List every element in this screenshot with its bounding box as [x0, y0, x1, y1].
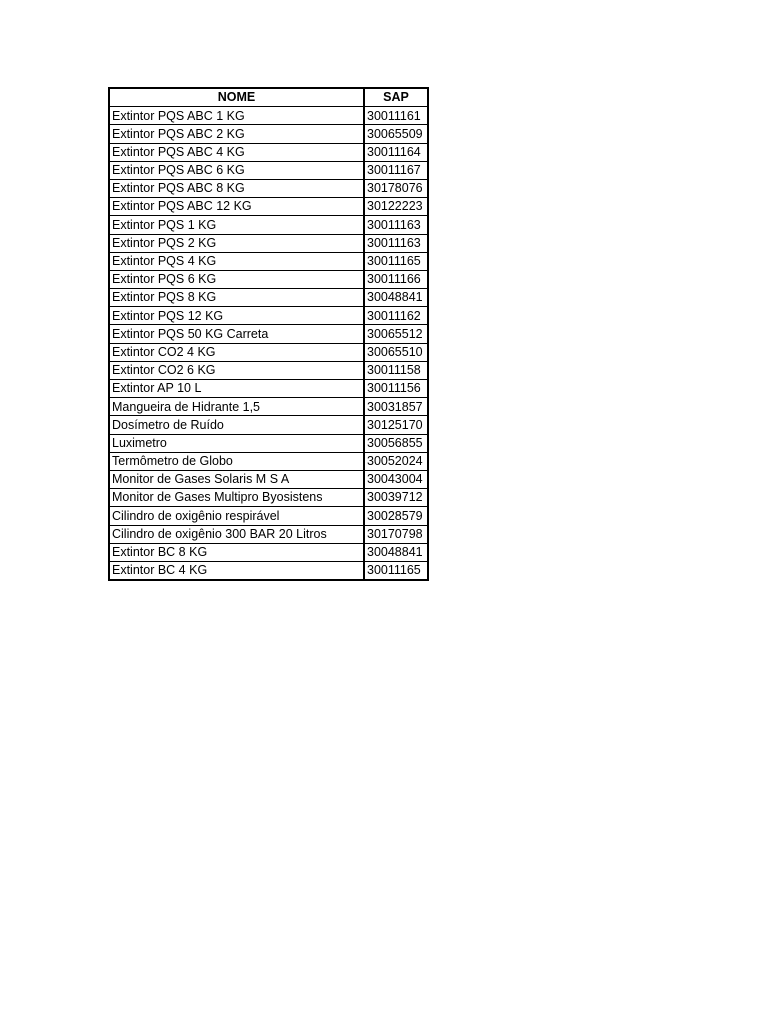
cell-sap: 30011167: [364, 161, 428, 179]
spreadsheet-page: [108, 87, 429, 581]
column-header-nome: NOME: [109, 88, 364, 107]
cell-sap: 30065509: [364, 125, 428, 143]
table-row: [109, 398, 428, 416]
cell-sap: 30056855: [364, 434, 428, 452]
table-body: [109, 107, 428, 580]
table-row: [109, 143, 428, 161]
table-row: [109, 380, 428, 398]
cell-nome: Extintor PQS 4 KG: [109, 252, 364, 270]
cell-nome: Extintor PQS 6 KG: [109, 270, 364, 288]
table-row: [109, 289, 428, 307]
cell-nome: Cilindro de oxigênio 300 BAR 20 Litros: [109, 525, 364, 543]
cell-nome: Monitor de Gases Multipro Byosistens: [109, 489, 364, 507]
table-row: [109, 198, 428, 216]
table-row: [109, 561, 428, 580]
column-header-sap: SAP: [364, 88, 428, 107]
cell-sap: 30011164: [364, 143, 428, 161]
cell-sap: 30028579: [364, 507, 428, 525]
cell-sap: 30043004: [364, 470, 428, 488]
table-row: [109, 470, 428, 488]
cell-sap: 30039712: [364, 489, 428, 507]
cell-sap: 30011156: [364, 380, 428, 398]
cell-sap: 30125170: [364, 416, 428, 434]
table-row: [109, 489, 428, 507]
cell-nome: Luximetro: [109, 434, 364, 452]
cell-nome: Extintor PQS ABC 4 KG: [109, 143, 364, 161]
table-row: [109, 525, 428, 543]
cell-nome: Extintor PQS ABC 8 KG: [109, 179, 364, 197]
cell-nome: Extintor PQS 8 KG: [109, 289, 364, 307]
cell-nome: Extintor CO2 6 KG: [109, 361, 364, 379]
cell-sap: 30170798: [364, 525, 428, 543]
table-header: [109, 88, 428, 107]
table-row: [109, 107, 428, 125]
table-row: [109, 252, 428, 270]
cell-nome: Cilindro de oxigênio respirável: [109, 507, 364, 525]
cell-sap: 30011161: [364, 107, 428, 125]
cell-sap: 30065512: [364, 325, 428, 343]
table-row: [109, 325, 428, 343]
cell-nome: Extintor BC 8 KG: [109, 543, 364, 561]
cell-nome: Dosímetro de Ruído: [109, 416, 364, 434]
table-row: [109, 343, 428, 361]
table-row: [109, 452, 428, 470]
cell-sap: 30011162: [364, 307, 428, 325]
cell-sap: 30031857: [364, 398, 428, 416]
cell-sap: 30052024: [364, 452, 428, 470]
table-row: [109, 234, 428, 252]
cell-nome: Extintor PQS 2 KG: [109, 234, 364, 252]
cell-sap: 30011158: [364, 361, 428, 379]
table-row: [109, 361, 428, 379]
cell-sap: 30178076: [364, 179, 428, 197]
table-row: [109, 125, 428, 143]
cell-sap: 30011165: [364, 252, 428, 270]
cell-nome: Extintor PQS ABC 1 KG: [109, 107, 364, 125]
cell-sap: 30011163: [364, 216, 428, 234]
table-row: [109, 416, 428, 434]
equipment-table: [108, 87, 429, 581]
table-row: [109, 179, 428, 197]
cell-sap: 30122223: [364, 198, 428, 216]
cell-sap: 30011165: [364, 561, 428, 580]
header-row: [109, 88, 428, 107]
cell-nome: Extintor PQS 12 KG: [109, 307, 364, 325]
cell-nome: Mangueira de Hidrante 1,5: [109, 398, 364, 416]
table-row: [109, 270, 428, 288]
cell-sap: 30011163: [364, 234, 428, 252]
cell-nome: Termômetro de Globo: [109, 452, 364, 470]
cell-sap: 30048841: [364, 289, 428, 307]
cell-nome: Monitor de Gases Solaris M S A: [109, 470, 364, 488]
cell-nome: Extintor BC 4 KG: [109, 561, 364, 580]
table-row: [109, 161, 428, 179]
table-row: [109, 507, 428, 525]
table-row: [109, 216, 428, 234]
cell-sap: 30011166: [364, 270, 428, 288]
table-row: [109, 434, 428, 452]
cell-nome: Extintor PQS ABC 2 KG: [109, 125, 364, 143]
cell-sap: 30048841: [364, 543, 428, 561]
table-row: [109, 307, 428, 325]
cell-sap: 30065510: [364, 343, 428, 361]
cell-nome: Extintor PQS 50 KG Carreta: [109, 325, 364, 343]
cell-nome: Extintor PQS 1 KG: [109, 216, 364, 234]
table-row: [109, 543, 428, 561]
cell-nome: Extintor PQS ABC 6 KG: [109, 161, 364, 179]
cell-nome: Extintor CO2 4 KG: [109, 343, 364, 361]
cell-nome: Extintor AP 10 L: [109, 380, 364, 398]
cell-nome: Extintor PQS ABC 12 KG: [109, 198, 364, 216]
